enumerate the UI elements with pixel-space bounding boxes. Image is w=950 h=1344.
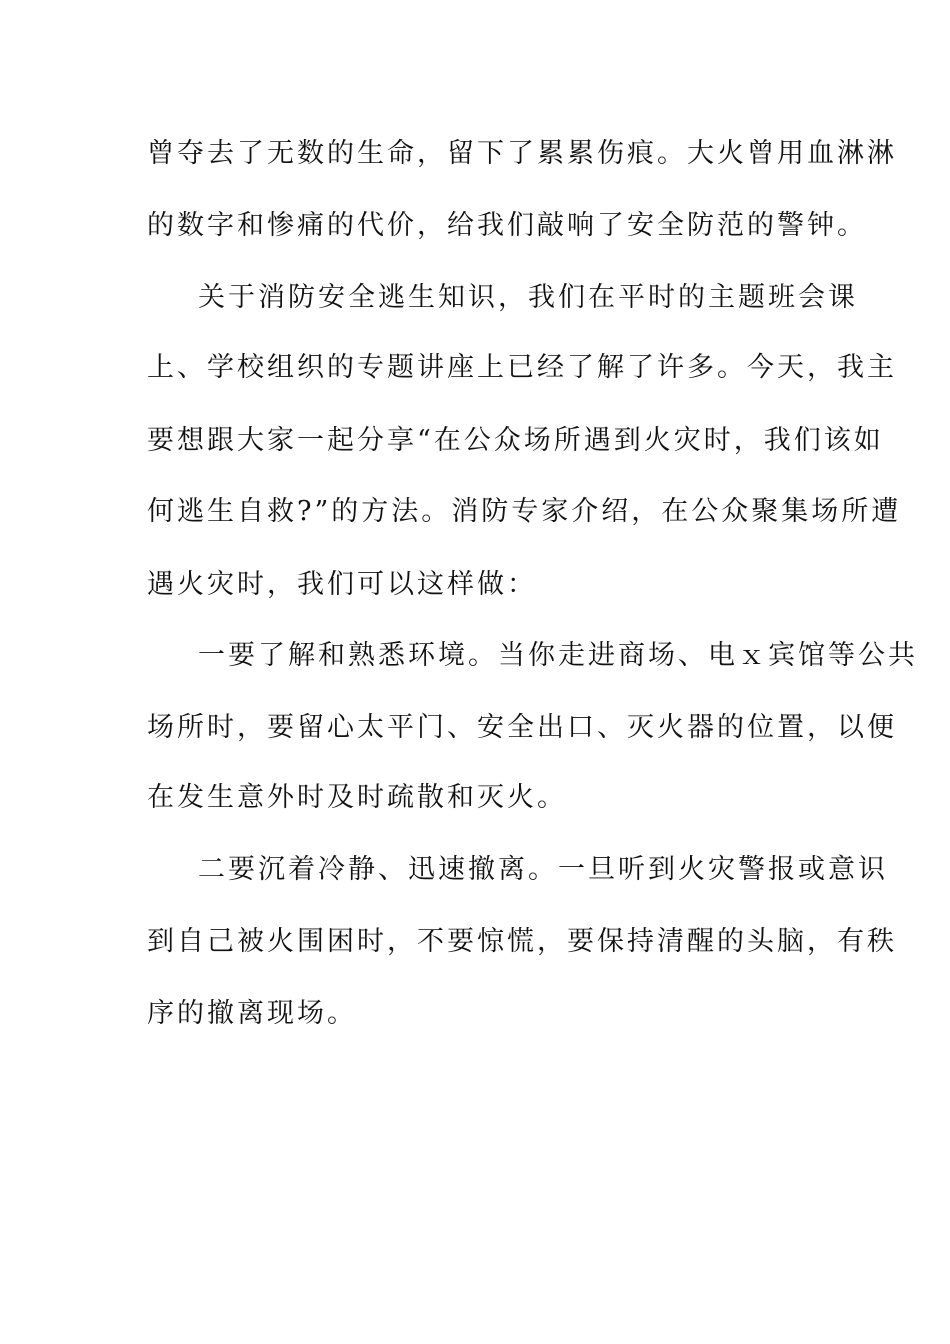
text-line: 上、学校组织的专题讲座上已经了解了许多。今天，我主 xyxy=(147,352,897,383)
text-line: 序的撤离现场。 xyxy=(147,998,357,1029)
paragraph-start-line: 一要了解和熟悉环境。当你走进商场、电ｘ宾馆等公共 xyxy=(198,640,918,671)
text-line: 何逃生自救?”的方法。消防专家介绍，在公众聚集场所遭 xyxy=(147,496,902,527)
text-line: 在发生意外时及时疏散和灭火。 xyxy=(147,782,567,813)
text-line: 曾夺去了无数的生命，留下了累累伤痕。大火曾用血淋淋 xyxy=(147,138,897,169)
text-line: 遇火灾时，我们可以这样做： xyxy=(147,569,537,600)
text-line: 的数字和惨痛的代价，给我们敲响了安全防范的警钟。 xyxy=(147,210,867,241)
paragraph-start-line: 关于消防安全逃生知识，我们在平时的主题班会课 xyxy=(198,282,858,313)
paragraph-start-line: 二要沉着冷静、迅速撤离。一旦听到火灾警报或意识 xyxy=(198,854,888,885)
text-line: 到自己被火围困时，不要惊慌，要保持清醒的头脑，有秩 xyxy=(147,926,897,957)
text-line: 场所时，要留心太平门、安全出口、灭火器的位置，以便 xyxy=(147,712,897,743)
text-line: 要想跟大家一起分享“在公众场所遇到火灾时，我们该如 xyxy=(147,425,884,456)
